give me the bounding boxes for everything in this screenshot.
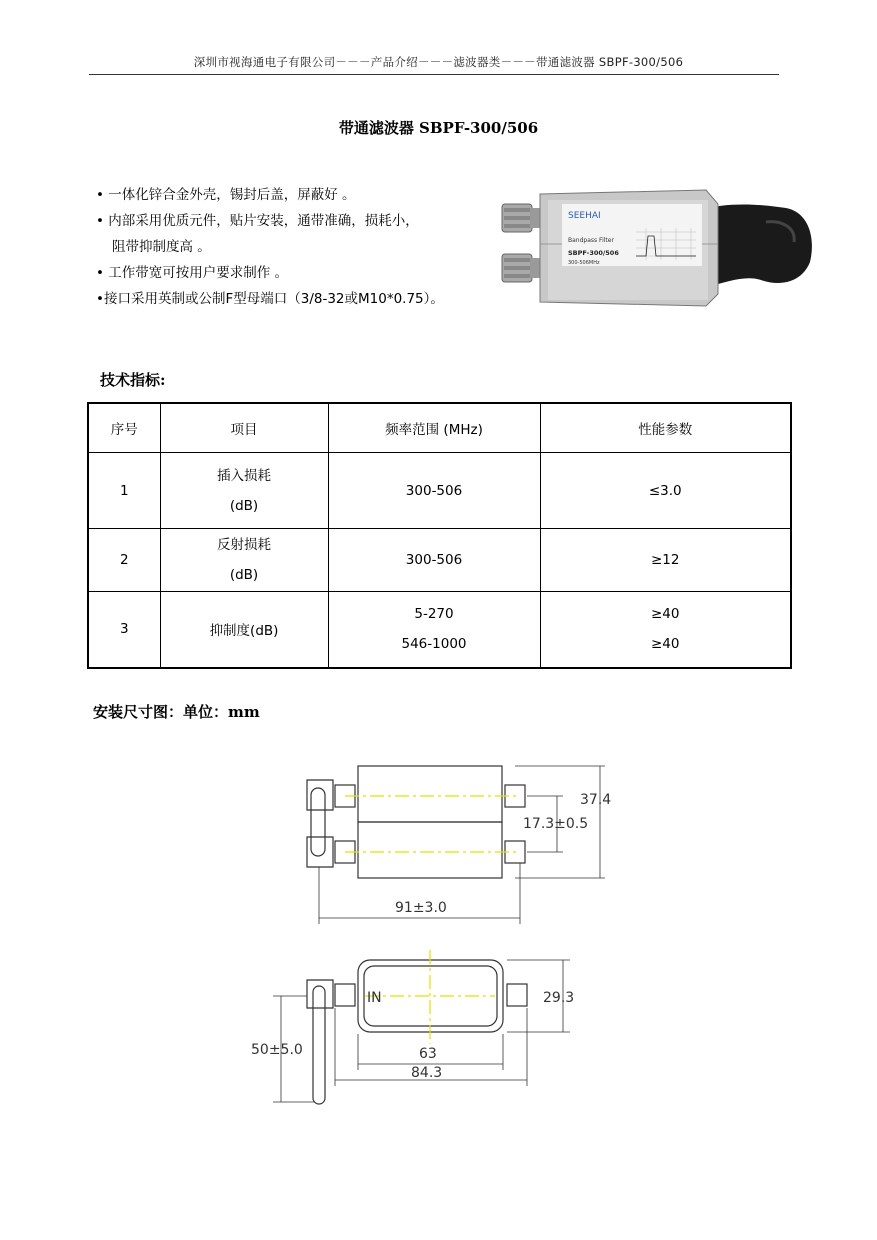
col-header: 性能参数: [540, 403, 791, 453]
cell-freq: 300-506: [328, 453, 540, 529]
item-name: 反射损耗: [217, 537, 271, 553]
feature-list: [96, 182, 444, 312]
freq-value: 546-1000: [401, 636, 467, 653]
cell-no: 2: [88, 529, 160, 592]
feature-item: • 内部采用优质元件，贴片安装，通带准确，损耗小，: [96, 213, 419, 229]
dim-port-spacing: 17.3±0.5: [523, 816, 589, 832]
feature-item: •接口采用英制或公制F型母端口（3/8-32或M10*0.75）。: [96, 291, 444, 307]
feature-item-continued: 阻带抑制度高 。: [112, 239, 211, 255]
spec-heading: 技术指标:: [100, 371, 166, 389]
photo-model: SBPF-300/506: [568, 249, 619, 257]
dimension-drawing: [245, 752, 625, 1122]
dims-heading: 安装尺寸图：单位：mm: [93, 703, 260, 721]
table-row: [88, 529, 791, 592]
dim-body-height: 29.3: [543, 990, 575, 1006]
item-unit: (dB): [229, 567, 259, 583]
table-header-row: [88, 403, 791, 453]
feature-item: • 一体化锌合金外壳，锡封后盖，屏蔽好 。: [96, 187, 356, 203]
dim-height-total: 37.4: [580, 792, 612, 808]
cell-no: 3: [88, 592, 160, 668]
dim-body-length: 63: [419, 1046, 437, 1062]
in-label: IN: [367, 990, 382, 1006]
document-title: 带通滤波器 SBPF-300/506: [338, 119, 539, 137]
perf-value: ≥40: [651, 606, 680, 623]
cell-freq: [328, 592, 540, 668]
item-unit: (dB): [229, 497, 259, 514]
freq-value: 5-270: [414, 606, 454, 623]
cell-freq: 300-506: [328, 529, 540, 592]
dim-overall-length: 84.3: [411, 1065, 443, 1081]
cell-perf: ≥12: [540, 529, 791, 592]
product-photo: [496, 182, 816, 312]
table-row: [88, 592, 791, 668]
col-header: 序号: [88, 403, 160, 453]
dim-cable-length: 50±5.0: [251, 1042, 303, 1058]
photo-label-line1: Bandpass Filter: [568, 237, 614, 244]
feature-item: • 工作带宽可按用户要求制作 。: [96, 265, 289, 281]
table-row: [88, 453, 791, 529]
perf-value: ≥40: [651, 636, 680, 653]
spec-table: [87, 402, 792, 669]
cell-item: [160, 453, 328, 529]
cell-no: 1: [88, 453, 160, 529]
col-header: 项目: [160, 403, 328, 453]
cell-item: 抑制度(dB): [160, 592, 328, 668]
page-header: 深圳市视海通电子有限公司－－－产品介绍－－－滤波器类－－－带通滤波器 SBPF-300/506: [193, 55, 684, 69]
cell-item: [160, 529, 328, 592]
item-name: 插入损耗: [217, 467, 271, 484]
cell-perf: ≤3.0: [540, 453, 791, 529]
photo-brand: SEEHAI: [568, 211, 601, 221]
cell-perf: [540, 592, 791, 668]
photo-freq: 300-506MHz: [568, 260, 600, 266]
col-header: 频率范围 (MHz): [328, 403, 540, 453]
dim-length-total: 91±3.0: [395, 900, 447, 916]
header-rule: [89, 74, 779, 75]
